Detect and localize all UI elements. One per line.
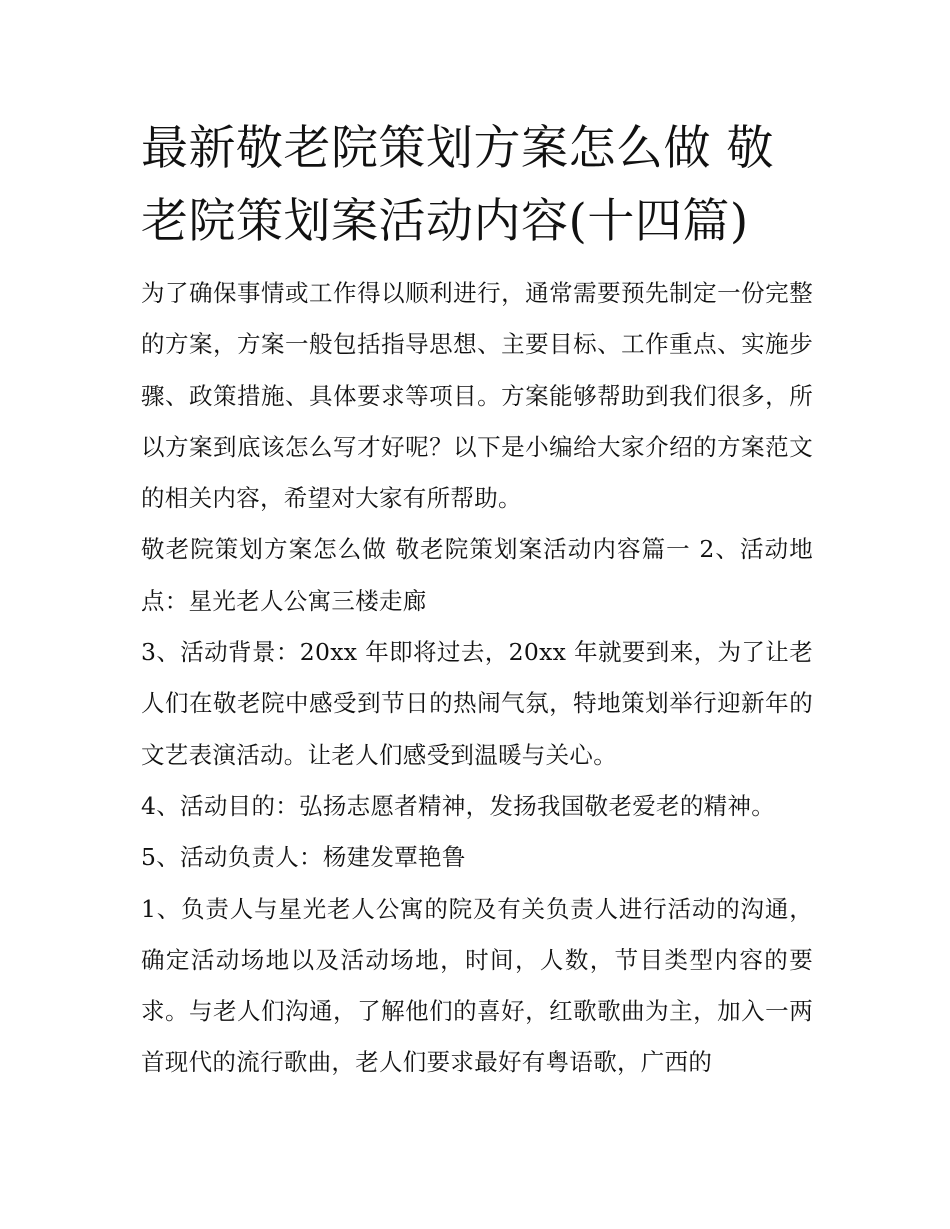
intro-paragraph: 为了确保事情或工作得以顺利进行，通常需要预先制定一份完整的方案，方案一般包括指导思想、主要目标、工作重点、实施步骤、政策措施、具体要求等项目。方案能够帮助到我们很多，所以方案到底该怎么写才好呢？以下是小编给大家介绍的方案范文的相关内容，希望对大家有所帮助。 xyxy=(141,279,813,513)
document-body xyxy=(141,268,813,1089)
document-title: 最新敬老院策划方案怎么做 敬老院策划案活动内容(十四篇) xyxy=(141,121,774,249)
background-paragraph: 3、活动背景：20xx 年即将过去，20xx 年就要到来，为了让老人们在敬老院中感受到节日的热闹气氛，特地策划举行迎新年的文艺表演活动。让老人们感受到温暖与关心。 xyxy=(141,638,813,769)
section-heading-location: 敬老院策划方案怎么做 敬老院策划案活动内容篇一 2、活动地点：星光老人公寓三楼走廊 xyxy=(141,535,813,615)
step-one-paragraph: 1、负责人与星光老人公寓的院及有关负责人进行活动的沟通，确定活动场地以及活动场地，时间，人数，节目类型内容的要求。与老人们沟通，了解他们的喜好，红歌歌曲为主，加入一两首现代的流行歌曲，老人们要求最好有粤语歌，广西的 xyxy=(141,894,813,1077)
purpose-paragraph: 4、活动目的：弘扬志愿者精神，发扬我国敬老爱老的精神。 xyxy=(141,791,776,820)
document-page xyxy=(141,112,813,1089)
responsible-paragraph: 5、活动负责人：杨建发覃艳鲁 xyxy=(141,843,466,872)
